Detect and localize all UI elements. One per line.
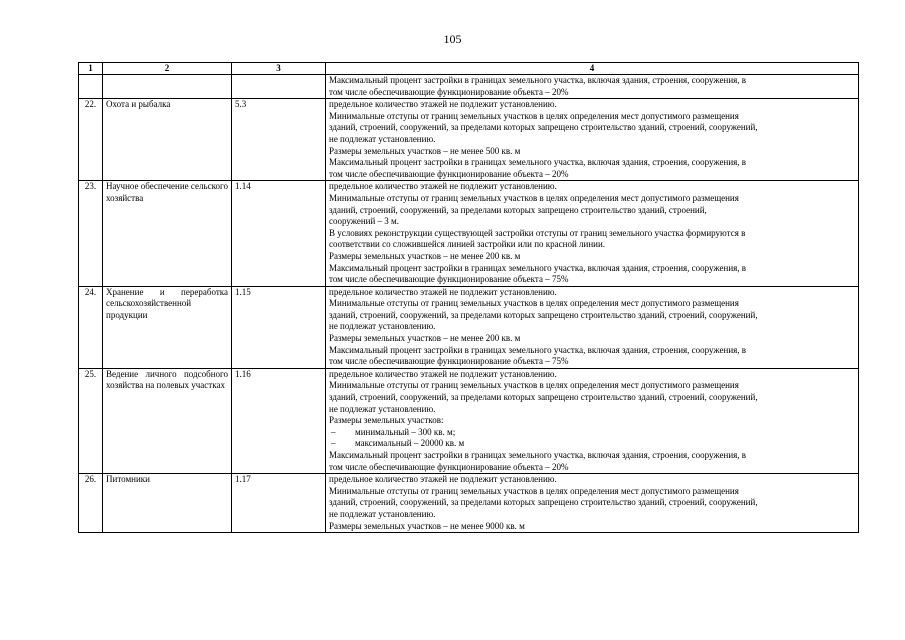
text-line: Размеры земельных участков: xyxy=(329,415,444,426)
text-line: не подлежат установлению. xyxy=(329,133,436,144)
row-number: 23. xyxy=(79,181,103,286)
table-row xyxy=(79,181,859,286)
regulations-table xyxy=(78,62,859,533)
row-number: 26. xyxy=(79,474,103,533)
text-line: предельное количество этажей не подлежит установлению. xyxy=(329,474,557,485)
text-line: зданий, строений, сооружений, за пределами которых запрещено строительство зданий, строений, сооружений, xyxy=(329,392,758,403)
table-header-row xyxy=(79,63,859,75)
text-line: Минимальные отступы от границ земельных участков в целях определения мест допустимого размещения xyxy=(329,485,739,496)
row-parameters xyxy=(326,99,859,181)
text-line: Максимальный процент застройки в границах земельного участка, включая здания, строения, сооружения, в xyxy=(329,75,747,85)
text-line: Минимальные отступы от границ земельных участков в целях определения мест допустимого размещения xyxy=(329,298,739,309)
text-line: предельное количество этажей не подлежит установлению. xyxy=(329,99,557,110)
page-number: 105 xyxy=(443,32,462,46)
text-line: Максимальный процент застройки в границах земельного участка, включая здания, строения, сооружения, в xyxy=(329,450,747,460)
column-header: 4 xyxy=(326,63,859,75)
text-line: не подлежат установлению. xyxy=(329,321,436,332)
bullet-text: максимальный – 20000 кв. м xyxy=(355,438,465,449)
text-line: том числе обеспечивающие функционирование объекта – 20% xyxy=(329,168,569,179)
row-parameters xyxy=(326,286,859,368)
row-code: 1.15 xyxy=(232,286,326,368)
text-line: Максимальный процент застройки в границах земельного участка, включая здания, строения, сооружения, в xyxy=(329,157,747,168)
continuation-row xyxy=(79,75,859,99)
text-line: Размеры земельных участков – не менее 500 кв. м xyxy=(329,145,521,156)
continuation-text xyxy=(326,75,859,99)
text-line: Размеры земельных участков – не менее 9000 кв. м xyxy=(329,520,525,531)
text-line: Максимальный процент застройки в границах земельного участка, включая здания, строения, сооружения, в xyxy=(329,262,747,273)
row-code: 1.17 xyxy=(232,474,326,533)
column-header: 1 xyxy=(79,63,103,75)
bullet-text: минимальный – 300 кв. м; xyxy=(355,426,456,437)
table-row xyxy=(79,99,859,181)
row-code: 1.16 xyxy=(232,368,326,473)
table-row xyxy=(79,474,859,533)
text-line: не подлежат установлению. xyxy=(329,508,436,519)
text-line: В условиях реконструкции существующей застройки отступы от границ земельного участка формируются в xyxy=(329,227,746,238)
text-line: Максимальный процент застройки в границах земельного участка, включая здания, строения, сооружения, в xyxy=(329,344,747,355)
row-name: Ведение личного подсобного хозяйства на полевых участках xyxy=(103,368,232,473)
row-code: 5.3 xyxy=(232,99,326,181)
row-code: 1.14 xyxy=(232,181,326,286)
text-line: соответствии со сложившейся линией застройки или по красной линии. xyxy=(329,239,606,250)
text-line: зданий, строений, сооружений, за пределами которых запрещено строительство зданий, строений, сооружений, xyxy=(329,497,758,508)
text-line: зданий, строений, сооружений, за пределами которых запрещено строительство зданий, строений, xyxy=(329,204,707,215)
text-line: том числе обеспечивающие функционирование объекта – 75% xyxy=(329,274,569,285)
bullet-item xyxy=(329,427,855,439)
text-line: предельное количество этажей не подлежит установлению. xyxy=(329,181,557,192)
column-header: 2 xyxy=(103,63,232,75)
text-line: предельное количество этажей не подлежит установлению. xyxy=(329,368,557,379)
text-line: зданий, строений, сооружений, за пределами которых запрещено строительство зданий, строений, сооружений, xyxy=(329,122,758,133)
text-line: Минимальные отступы от границ земельных участков в целях определения мест допустимого размещения xyxy=(329,380,739,391)
text-line: Размеры земельных участков – не менее 200 кв. м xyxy=(329,333,521,344)
bullet-marker: – xyxy=(331,426,336,437)
row-number: 22. xyxy=(79,99,103,181)
table-row xyxy=(79,286,859,368)
text-line: зданий, строений, сооружений, за пределами которых запрещено строительство зданий, строений, сооружений, xyxy=(329,309,758,320)
table-row xyxy=(79,368,859,473)
text-line: Минимальные отступы от границ земельных участков в целях определения мест допустимого размещения xyxy=(329,192,739,203)
column-header: 3 xyxy=(232,63,326,75)
row-name: Питомники xyxy=(103,474,232,533)
text-line: Размеры земельных участков – не менее 200 кв. м xyxy=(329,250,521,261)
text-line: том числе обеспечивающие функционирование объекта – 20% xyxy=(329,86,569,97)
text-line: том числе обеспечивающие функционирование объекта – 75% xyxy=(329,356,569,367)
text-line: не подлежат установлению. xyxy=(329,403,436,414)
row-name: Хранение и переработка сельскохозяйственной продукции xyxy=(103,286,232,368)
text-line: сооружений – 3 м. xyxy=(329,216,399,227)
row-name: Научное обеспечение сельского хозяйства xyxy=(103,181,232,286)
row-parameters xyxy=(326,368,859,473)
bullet-marker: – xyxy=(331,438,336,449)
row-parameters xyxy=(326,181,859,286)
text-line: том числе обеспечивающие функционирование объекта – 20% xyxy=(329,461,569,472)
bullet-item xyxy=(329,438,855,450)
text-line: предельное количество этажей не подлежит установлению. xyxy=(329,286,557,297)
row-parameters xyxy=(326,474,859,533)
row-number: 25. xyxy=(79,368,103,473)
text-line: Минимальные отступы от границ земельных участков в целях определения мест допустимого размещения xyxy=(329,110,739,121)
row-number: 24. xyxy=(79,286,103,368)
row-name: Охота и рыбалка xyxy=(103,99,232,181)
